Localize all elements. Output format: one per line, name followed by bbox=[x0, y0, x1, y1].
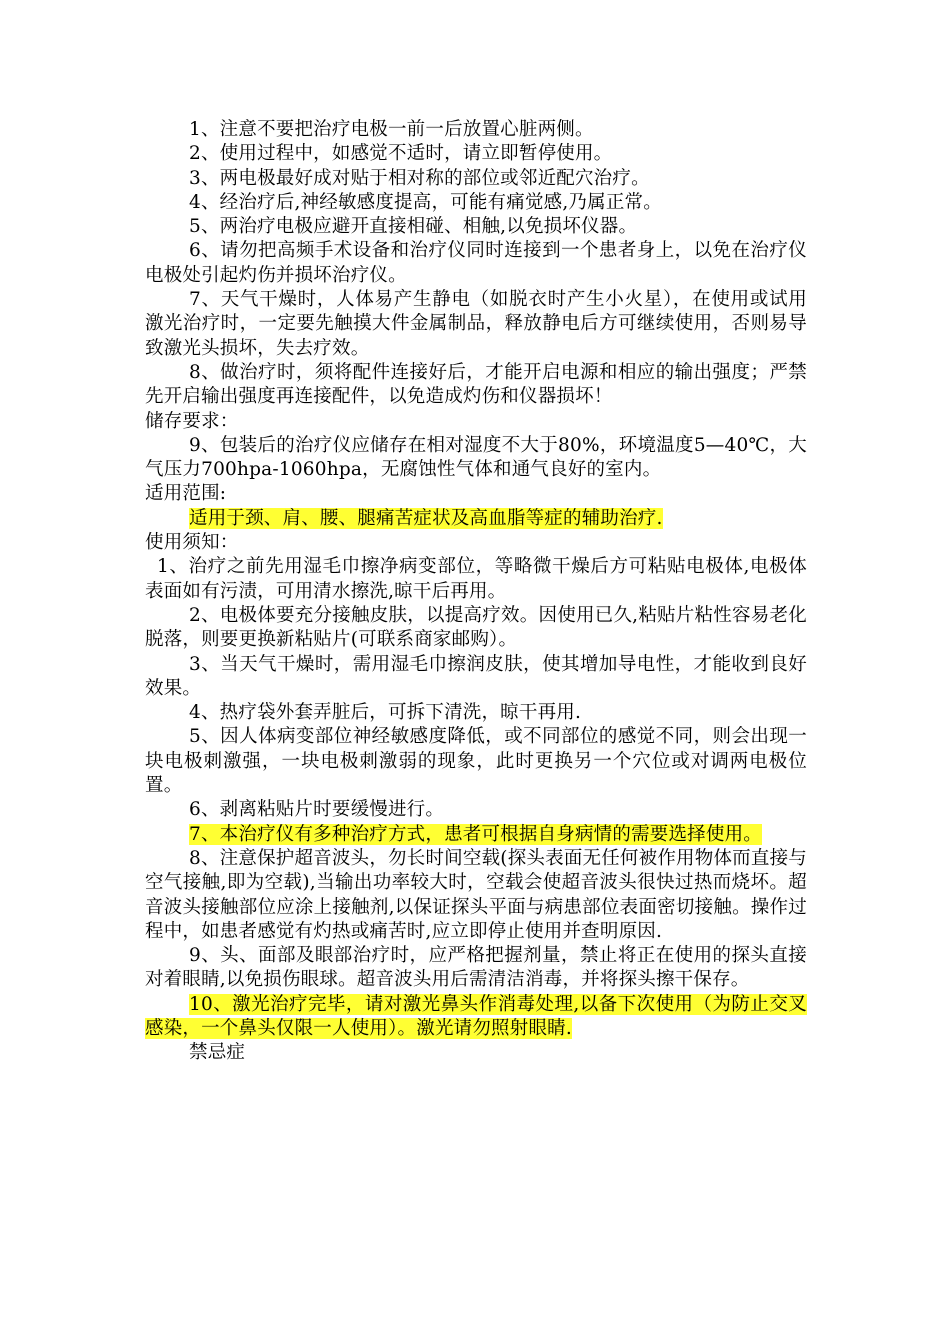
paragraph-instruction-6: 6、剥离粘贴片时要缓慢进行。 bbox=[189, 799, 445, 821]
highlighted-text: 适用于颈、肩、腰、腿痛苦症状及高血脂等症的辅助治疗. bbox=[189, 507, 663, 529]
paragraph-caution-6: 6、请勿把高频手术设备和治疗仪同时连接到一个患者身上，以免在治疗仪电极处引起灼伤并损坏治疗仪。 bbox=[145, 240, 807, 286]
paragraph-instruction-9: 9、头、面部及眼部治疗时，应严格把握剂量，禁止将正在使用的探头直接对着眼睛,以免损伤眼球。超音波头用后需清洁消毒，并将探头擦干保存。 bbox=[145, 945, 807, 991]
heading-scope: 适用范围: bbox=[145, 483, 227, 505]
paragraph-caution-1: 1、注意不要把治疗电极一前一后放置心脏两侧。 bbox=[189, 119, 594, 140]
paragraph-caution-3: 3、两电极最好成对贴于相对称的部位或邻近配穴治疗。 bbox=[189, 167, 650, 189]
heading-storage: 储存要求： bbox=[145, 410, 239, 432]
highlighted-text: 10、激光治疗完毕，请对激光鼻头作消毒处理,以备下次使用（为防止交叉感染，一个鼻头仅限一人使用）。激光请勿照射眼睛. bbox=[145, 993, 807, 1039]
heading-instructions: 使用须知： bbox=[145, 532, 239, 554]
paragraph-instruction-4: 4、热疗袋外套弄脏后，可拆下清洗，晾干再用. bbox=[189, 702, 582, 724]
paragraph-caution-5: 5、两治疗电极应避开直接相碰、相触,以免损坏仪器。 bbox=[189, 216, 638, 238]
paragraph-instruction-10 bbox=[145, 993, 807, 1042]
heading-contraindications: 禁忌症 bbox=[189, 1042, 246, 1064]
paragraph-instruction-1: 1、治疗之前先用湿毛巾擦净病变部位，等略微干燥后方可粘贴电极体,电极体表面如有污渍，可用清水擦洗,晾干后再用。 bbox=[145, 556, 807, 602]
paragraph-instruction-3: 3、当天气干燥时，需用湿毛巾擦润皮肤，使其增加导电性，才能收到良好效果。 bbox=[145, 653, 807, 699]
highlighted-text: 7、本治疗仪有多种治疗方式，患者可根据自身病情的需要选择使用。 bbox=[189, 823, 762, 845]
paragraph-caution-4: 4、经治疗后,神经敏感度提高，可能有痛觉感,乃属正常。 bbox=[189, 191, 662, 213]
paragraph-instruction-5: 5、因人体病变部位神经敏感度降低，或不同部位的感觉不同，则会出现一块电极刺激强，一块电极刺激弱的现象，此时更换另一个穴位或对调两电极位置。 bbox=[145, 726, 807, 797]
paragraph-caution-2: 2、使用过程中，如感觉不适时，请立即暂停使用。 bbox=[189, 143, 613, 165]
document-page bbox=[145, 118, 807, 1066]
paragraph-caution-8: 8、做治疗时，须将配件连接好后，才能开启电源和相应的输出强度；严禁先开启输出强度再连接配件，以免造成灼伤和仪器损坏！ bbox=[145, 361, 807, 408]
paragraph-scope bbox=[145, 507, 807, 531]
paragraph-storage-9: 9、包装后的治疗仪应储存在相对湿度不大于80%，环境温度5—40℃，大气压力700hpa-1060hpa，无腐蚀性气体和通气良好的室内。 bbox=[145, 434, 807, 481]
paragraph-instruction-2: 2、电极体要充分接触皮肤，以提高疗效。因使用已久,粘贴片粘性容易老化脱落，则要更换新粘贴片(可联系商家邮购）。 bbox=[145, 604, 807, 651]
paragraph-instruction-8: 8、注意保护超音波头，勿长时间空载(探头表面无任何被作用物体而直接与空气接触,即为空载),当输出功率较大时，空载会使超音波头很快过热而烧坏。超音波头接触部位应涂上接触剂,以保证探头平面与病患部位表面密切接触。操作过程中，如患者感觉有灼热或痛苦时,应立即停止使用并查明原因. bbox=[145, 847, 807, 942]
paragraph-instruction-7 bbox=[145, 823, 807, 847]
paragraph-caution-7: 7、天气干燥时，人体易产生静电（如脱衣时产生小火星），在使用或试用激光治疗时，一定要先触摸大件金属制品，释放静电后方可继续使用，否则易导致激光头损坏，失去疗效。 bbox=[145, 289, 807, 359]
